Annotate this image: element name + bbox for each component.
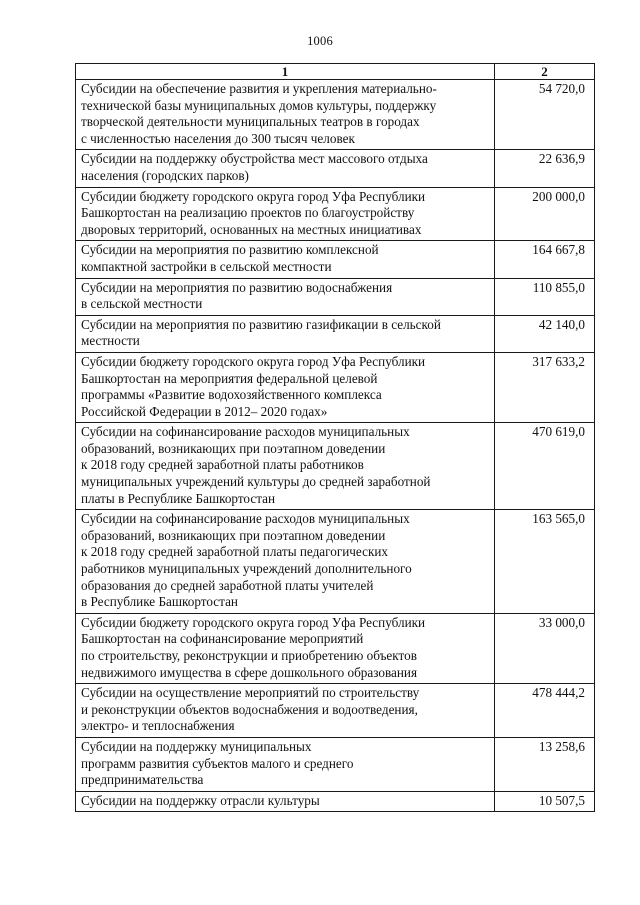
row-description: Субсидии на мероприятия по развитию комплексной компактной застройки в сельской местности (76, 241, 495, 278)
row-amount: 470 619,0 (495, 423, 595, 510)
row-amount: 110 855,0 (495, 278, 595, 315)
page-number: 1006 (307, 34, 333, 48)
row-amount: 33 000,0 (495, 613, 595, 683)
subsidy-table (75, 63, 595, 812)
table-row (76, 352, 595, 422)
table-row (76, 737, 595, 791)
row-description: Субсидии на поддержку обустройства мест массового отдыха населения (городских парков) (76, 150, 495, 187)
row-description: Субсидии бюджету городского округа город Уфа Республики Башкортостан на реализацию проектов по благоустройству дворовых территорий, основанных на местных инициативах (76, 187, 495, 241)
table-row (76, 278, 595, 315)
table-row (76, 510, 595, 614)
table-row (76, 791, 595, 812)
row-description: Субсидии на осуществление мероприятий по строительству и реконструкции объектов водоснабжения и водоотведения, электро- и теплоснабжения (76, 684, 495, 738)
row-amount: 42 140,0 (495, 315, 595, 352)
table-row (76, 150, 595, 187)
row-amount: 478 444,2 (495, 684, 595, 738)
row-description: Субсидии на софинансирование расходов муниципальных образований, возникающих при поэтапном доведении к 2018 году средней заработной платы педагогических работников муниципальных учреждений дополнительного образования до средней заработной платы учителей в Республике Башкортостан (76, 510, 495, 614)
table-row (76, 613, 595, 683)
row-amount: 22 636,9 (495, 150, 595, 187)
row-description: Субсидии на мероприятия по развитию водоснабжения в сельской местности (76, 278, 495, 315)
row-amount: 54 720,0 (495, 80, 595, 150)
row-description: Субсидии на поддержку муниципальных программ развития субъектов малого и среднего предпринимательства (76, 737, 495, 791)
row-description: Субсидии на обеспечение развития и укрепления материально- технической базы муниципальных домов культуры, поддержку творческой деятельности муниципальных театров в городах с численностью населения до 300 тысяч человек (76, 80, 495, 150)
row-description: Субсидии на мероприятия по развитию газификации в сельской местности (76, 315, 495, 352)
table-body (76, 80, 595, 812)
row-amount: 200 000,0 (495, 187, 595, 241)
row-amount: 10 507,5 (495, 791, 595, 812)
table-row (76, 187, 595, 241)
table-row (76, 315, 595, 352)
table-row (76, 80, 595, 150)
table-row (76, 684, 595, 738)
row-description: Субсидии на поддержку отрасли культуры (76, 791, 495, 812)
column-header-amount: 2 (495, 64, 595, 80)
table-row (76, 423, 595, 510)
row-description: Субсидии бюджету городского округа город Уфа Республики Башкортостан на мероприятия федеральной целевой программы «Развитие водохозяйственного комплекса Российской Федерации в 2012– 2020 годах» (76, 352, 495, 422)
row-description: Субсидии бюджету городского округа город Уфа Республики Башкортостан на софинансирование мероприятий по строительству, реконструкции и приобретению объектов недвижимого имущества в сфере дошкольного образования (76, 613, 495, 683)
table-header-row (76, 64, 595, 80)
row-amount: 317 633,2 (495, 352, 595, 422)
table-row (76, 241, 595, 278)
row-amount: 13 258,6 (495, 737, 595, 791)
row-amount: 163 565,0 (495, 510, 595, 614)
row-description: Субсидии на софинансирование расходов муниципальных образований, возникающих при поэтапном доведении к 2018 году средней заработной платы работников муниципальных учреждений культуры до средней заработной платы в Республике Башкортостан (76, 423, 495, 510)
column-header-description: 1 (76, 64, 495, 80)
row-amount: 164 667,8 (495, 241, 595, 278)
